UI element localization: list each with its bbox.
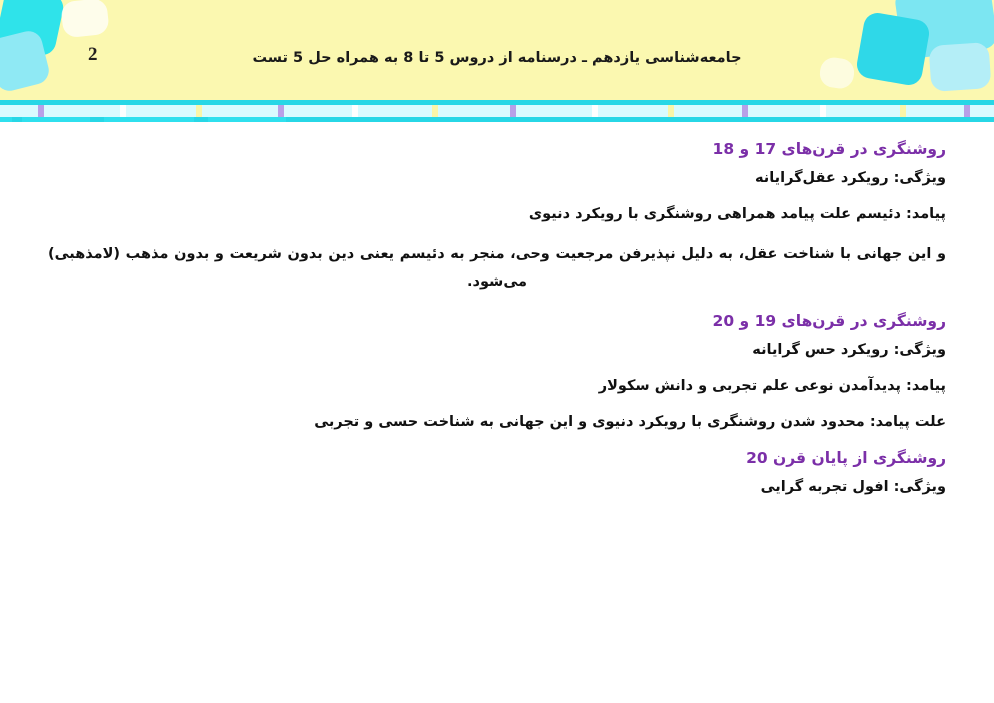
divider-segment [22,117,90,122]
body-line: پیامد: پدیدآمدن نوعی علم تجربی و دانش سکولار [598,377,946,394]
body-line: ویژگی: رویکرد عقل‌گرایانه [754,170,946,186]
section-heading: روشنگری در قرن‌های 19 و 20 [712,312,946,331]
body-line: ویژگی: رویکرد حس گرایانه [752,342,946,359]
divider-tick [120,105,126,117]
divider-tick [278,105,284,117]
document-body [48,132,946,513]
body-line: و این جهانی با شناخت عقل، به دلیل نپذیرفن مرجعیت وحی، منجر به دئیسم یعنی دین بدون شریعت و بدون مذهب (لامذهبی) می‌شود. [48,245,946,290]
section-heading: روشنگری در قرن‌های 17 و 18 [712,140,946,158]
divider-segment [0,117,12,122]
body-line: پیامد: دئیسم علت پیامد همراهی روشنگری با رویکرد دنیوی [528,205,946,222]
divider-tick [352,105,358,117]
decorative-square-icon [855,11,931,87]
body-line: ویژگی: افول تجربه گرایی [760,479,946,496]
divider-tick [196,105,202,117]
divider-segment [208,117,286,122]
divider-tick [510,105,516,117]
header-divider [0,100,994,124]
divider-tick [900,105,906,117]
divider-tick [742,105,748,117]
decorative-square-icon [60,0,110,38]
section-heading: روشنگری از پایان قرن 20 [746,449,946,468]
divider-band [0,105,994,117]
divider-tick [38,105,44,117]
divider-tick [432,105,438,117]
page-header-banner [0,0,994,100]
divider-segment [104,117,194,122]
divider-tick [964,105,970,117]
divider-tick [820,105,826,117]
divider-tick [592,105,598,117]
page-number: 2 [88,44,98,65]
body-line: علت پیامد: محدود شدن روشنگری با رویکرد دنیوی و این جهانی به شناخت حسی و تجربی [314,413,946,430]
divider-tick [668,105,674,117]
page-title: جامعه‌شناسی یازدهم ـ درسنامه از دروس 5 تا 8 به همراه حل 5 تست [252,50,742,66]
